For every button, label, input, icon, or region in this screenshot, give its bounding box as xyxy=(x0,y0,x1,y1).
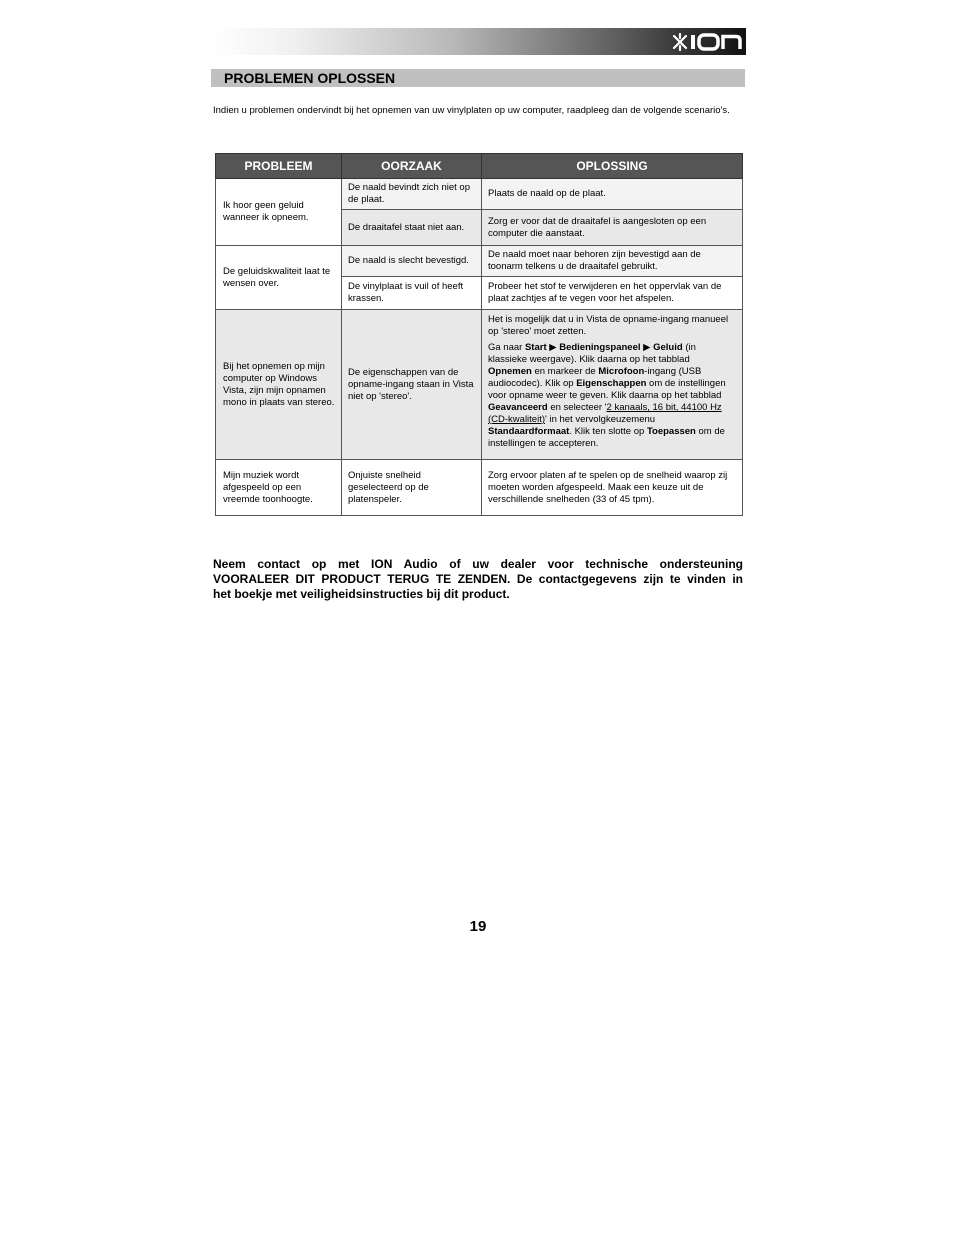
arrow-right-icon: ▶ xyxy=(549,342,557,353)
table-row xyxy=(216,179,743,210)
table-header-row xyxy=(216,154,743,179)
cause-cell: De eigenschappen van de opname-ingang staan in Vista niet op 'stereo'. xyxy=(342,310,482,460)
page-title: PROBLEMEN OPLOSSEN xyxy=(224,70,396,86)
contact-line: het boekje met veiligheidsinstructies bij dit product. xyxy=(213,587,510,601)
solution-cell: De naald moet naar behoren zijn bevestigd aan de toonarm telkens u de draaitafel gebruikt. xyxy=(482,246,743,277)
cause-cell: De naald is slecht bevestigd. xyxy=(342,246,482,277)
solution-cell: Probeer het stof te verwijderen en het oppervlak van de plaat zachtjes af te vegen voor het afspelen. xyxy=(482,277,743,310)
contact-notice xyxy=(213,557,743,602)
cause-cell: Onjuiste snelheid geselecteerd op de platenspeler. xyxy=(342,460,482,516)
header-gradient-bar xyxy=(213,28,746,55)
solution-cell: Zorg er voor dat de draaitafel is aangesloten op een computer die aanstaat. xyxy=(482,210,743,246)
problem-cell: Ik hoor geen geluid wanneer ik opneem. xyxy=(216,179,342,246)
column-header-probleem: PROBLEEM xyxy=(216,154,342,179)
problem-cell: Bij het opnemen op mijn computer op Windows Vista, zijn mijn opnamen mono in plaats van stereo. xyxy=(216,310,342,460)
column-header-oplossing: OPLOSSING xyxy=(482,154,743,179)
table-row xyxy=(216,460,743,516)
solution-steps: Ga naar Start ▶ Bedieningspaneel ▶ Geluid (in klassieke weergave). Klik daarna op het tabblad Opnemen en markeer de Microfoon-ingang (USB audiocodec). Klik op Eigenschappen om de instellingen voor opname weer te geven. Klik daarna op het tabblad Geavanceerd en selecteer '2 kanaals, 16 bit, 44100 Hz (CD-kwaliteit)' in het vervolgkeuzemenu Standaardformaat. Klik ten slotte op Toepassen om de instellingen te accepteren. xyxy=(488,342,726,449)
problem-cell: Mijn muziek wordt afgespeeld op een vreemde toonhoogte. xyxy=(216,460,342,516)
contact-line: VOORALEER DIT PRODUCT TERUG TE ZENDEN. De contactgegevens zijn te vinden in xyxy=(213,572,743,586)
solution-cell: Plaats de naald op de plaat. xyxy=(482,179,743,210)
table-row xyxy=(216,310,743,460)
ion-logo xyxy=(670,28,746,55)
problem-cell: De geluidskwaliteit laat te wensen over. xyxy=(216,246,342,310)
table-row xyxy=(216,246,743,277)
arrow-right-icon: ▶ xyxy=(643,342,651,353)
column-header-oorzaak: OORZAAK xyxy=(342,154,482,179)
solution-cell: Zorg ervoor platen af te spelen op de snelheid waarop zij moeten worden afgespeeld. Maak een keuze uit de verschillende snelheden (33 of 45 tpm). xyxy=(482,460,743,516)
cause-cell: De draaitafel staat niet aan. xyxy=(342,210,482,246)
page-number: 19 xyxy=(469,918,487,935)
solution-intro: Het is mogelijk dat u in Vista de opname-ingang manueel op 'stereo' moet zetten. xyxy=(488,314,729,337)
cause-cell: De vinylplaat is vuil of heeft krassen. xyxy=(342,277,482,310)
intro-text: Indien u problemen ondervindt bij het opnemen van uw vinylplaten op uw computer, raadpleeg dan de volgende scenario's. xyxy=(213,105,730,116)
ion-logo-icon xyxy=(672,33,744,51)
solution-cell xyxy=(482,310,743,460)
troubleshooting-table xyxy=(215,153,743,516)
contact-line: Neem contact op met ION Audio of uw dealer voor technische ondersteuning xyxy=(213,557,743,571)
cause-cell: De naald bevindt zich niet op de plaat. xyxy=(342,179,482,210)
